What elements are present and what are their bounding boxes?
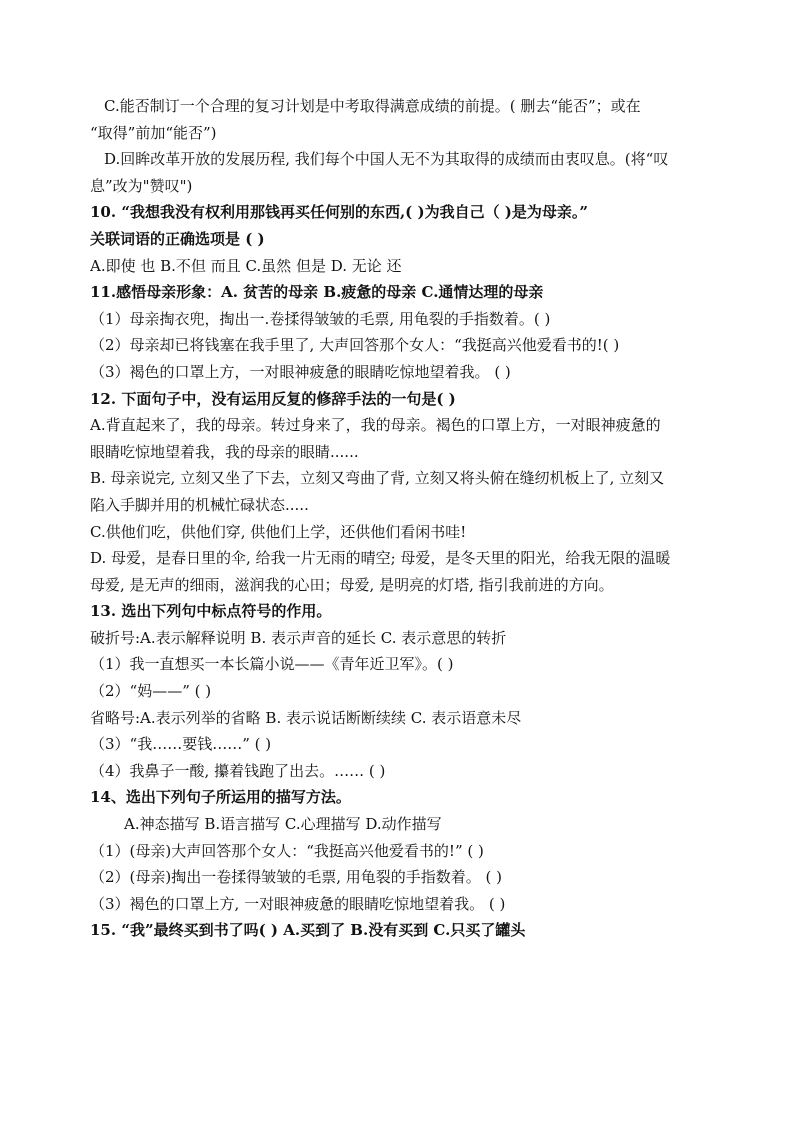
question-13-item-1: （1）我一直想买一本长篇小说——《青年近卫军》。( ) — [90, 655, 454, 674]
question-13-ellipsis-options: 省略号:A.表示列举的省略 B. 表示说话断断续续 C. 表示语意未尽 — [90, 708, 522, 727]
question-12-option-c: C.供他们吃，供他们穿, 供他们上学，还供他们看闲书哇! — [90, 522, 467, 541]
question-14-item-3: （3）褐色的口罩上方, 一对眼神疲惫的眼睛吃惊地望着我。 ( ) — [90, 894, 506, 913]
line-q9-option-d-cont: 息”改为"赞叹") — [90, 176, 193, 195]
question-13-item-4: （4）我鼻子一酸, 攥着钱跑了出去。…… ( ) — [90, 761, 386, 780]
question-11-item-2: （2）母亲却已将钱塞在我手里了, 大声回答那个女人：“我挺高兴他爱看书的!( ) — [90, 336, 620, 355]
question-10-options: A.即使 也 B.不但 而且 C.虽然 但是 D. 无论 还 — [90, 256, 402, 275]
question-10: 10. “我想我没有权利用那钱再买任何别的东西,( )为我自己（ )是为母亲。” — [90, 203, 589, 222]
question-10-prompt: 关联词语的正确选项是 ( ) — [90, 229, 265, 248]
question-14-options: A.神态描写 B.语言描写 C.心理描写 D.动作描写 — [124, 815, 442, 834]
question-14-item-1: （1）(母亲)大声回答那个女人：“我挺高兴他爱看书的!” ( ) — [90, 841, 484, 860]
question-13-item-3: （3）“我……要钱……” ( ) — [90, 735, 272, 754]
question-14: 14、选出下列句子所运用的描写方法。 — [90, 788, 351, 807]
line-q9-option-d: D.回眸改革开放的发展历程, 我们每个中国人无不为其取得的成绩而由衷叹息。(将“叹 — [104, 150, 669, 169]
question-11-item-1: （1）母亲掏衣兜，掏出一.卷揉得皱皱的毛票, 用龟裂的手指数着。( ) — [90, 309, 551, 328]
line-q9-option-c: C.能否制订一个合理的复习计划是中考取得满意成绩的前提。( 删去“能否”；或在 — [104, 97, 641, 115]
question-12: 12. 下面句子中，没有运用反复的修辞手法的一句是( ) — [90, 389, 456, 408]
question-12-option-a-cont: 眼睛吃惊地望着我，我的母亲的眼睛...... — [90, 442, 359, 461]
question-11: 11.感悟母亲形象：A. 贫苦的母亲 B.疲惫的母亲 C.通情达理的母亲 — [90, 283, 544, 302]
question-12-option-b: B. 母亲说完, 立刻又坐了下去，立刻又弯曲了背, 立刻又将头俯在缝纫机板上了, 立刻又 — [90, 469, 665, 488]
question-11-item-3: （3）褐色的口罩上方，一对眼神疲惫的眼睛吃惊地望着我。 ( ) — [90, 362, 511, 381]
question-12-option-d-cont: 母爱, 是无声的细雨，滋润我的心田；母爱, 是明亮的灯塔, 指引我前进的方向。 — [90, 575, 614, 594]
question-13-item-2: （2）“妈——” ( ) — [90, 682, 212, 701]
exam-content — [90, 93, 708, 944]
question-14-item-2: （2）(母亲)掏出一卷揉得皱皱的毛票, 用龟裂的手指数着。 ( ) — [90, 868, 503, 887]
line-q9-option-c-cont: “取得”前加“能否”) — [90, 123, 217, 142]
question-12-option-b-cont: 陷入手脚并用的机械忙碌状态..... — [90, 495, 309, 514]
question-13-dash-options: 破折号:A.表示解释说明 B. 表示声音的延长 C. 表示意思的转折 — [90, 628, 507, 647]
question-12-option-d: D. 母爱，是春日里的伞, 给我一片无雨的晴空; 母爱，是冬天里的阳光，给我无限的温暖 — [90, 549, 671, 568]
question-13: 13. 选出下列句中标点符号的作用。 — [90, 602, 332, 621]
question-15: 15. “我”最终买到书了吗( ) A.买到了 B.没有买到 C.只买了罐头 — [90, 921, 526, 940]
question-12-option-a: A.背直起来了，我的母亲。转过身来了，我的母亲。褐色的口罩上方，一对眼神疲惫的 — [90, 416, 661, 435]
